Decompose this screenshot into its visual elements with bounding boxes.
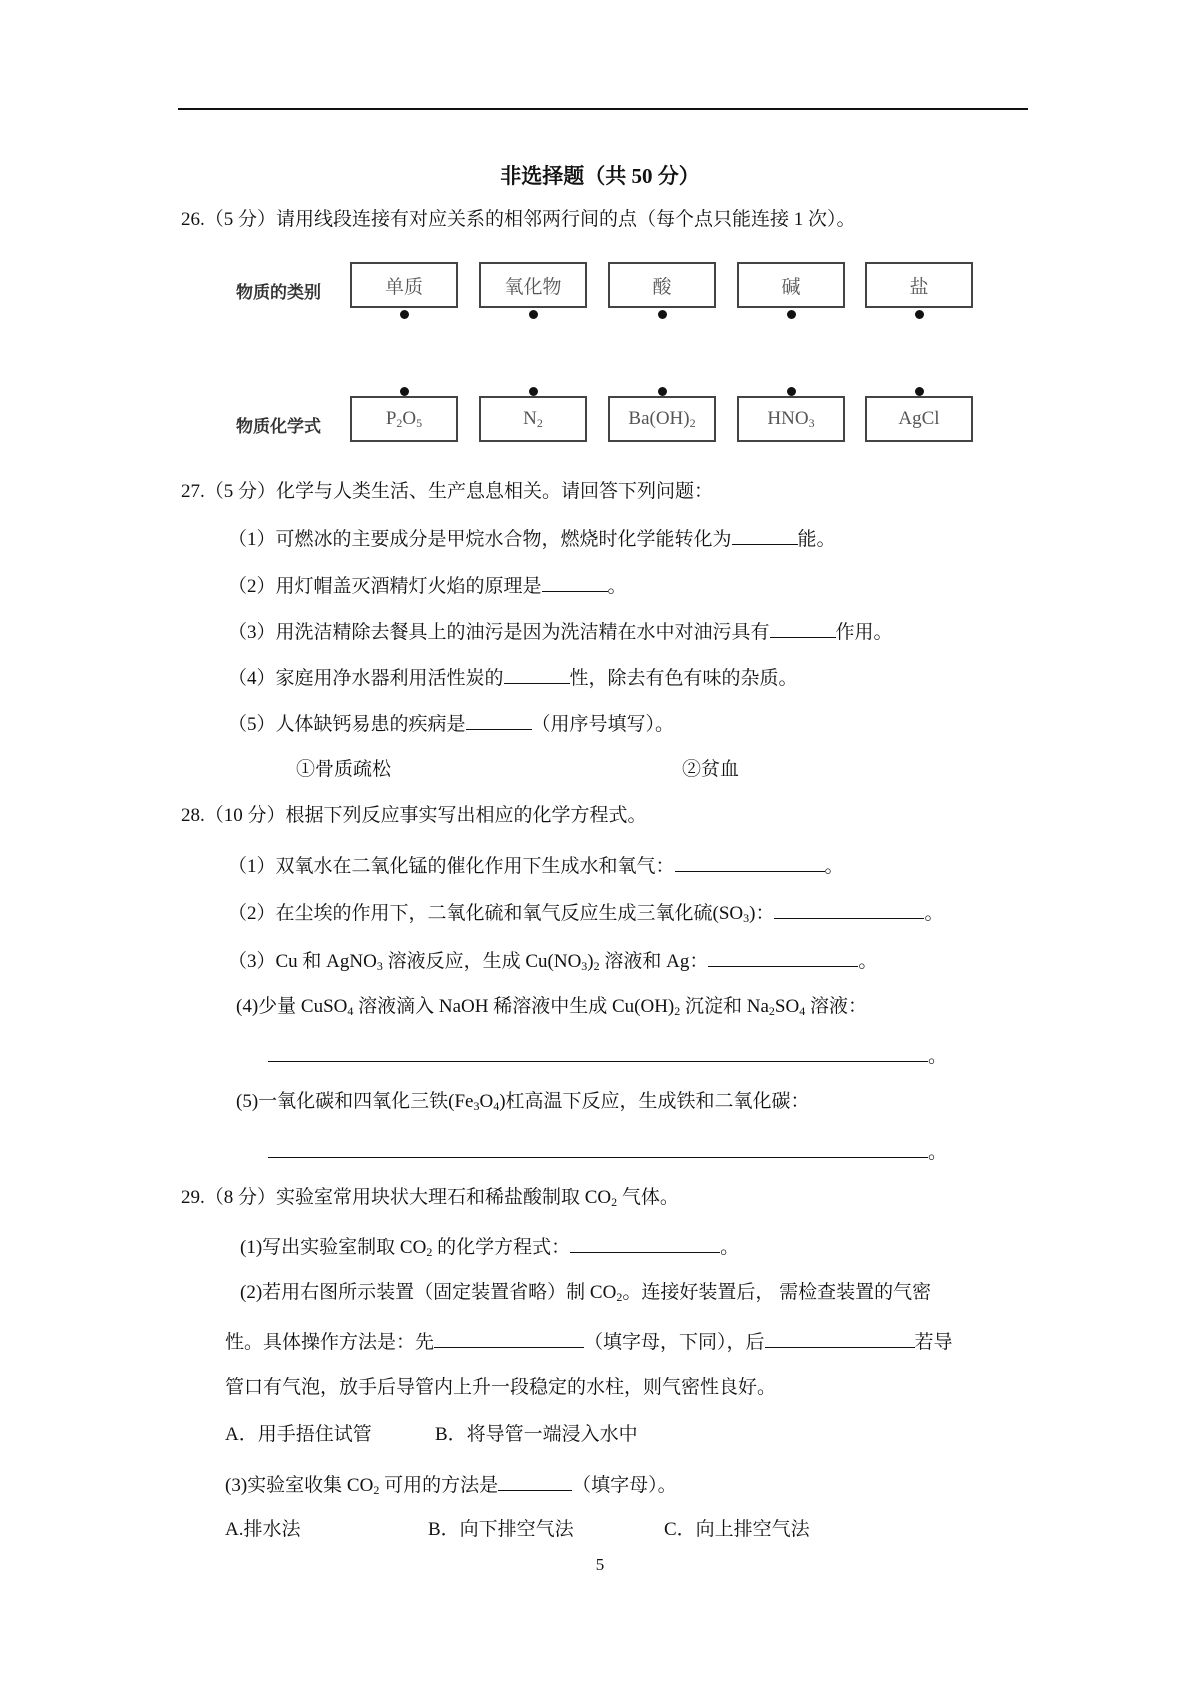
- category-box: [737, 262, 845, 308]
- q28-part-5: (5)一氧化碳和四氧化三铁$(Fe_3O_4)$杠高温下反应，生成铁和二氧化碳：: [236, 1091, 810, 1113]
- connect-point[interactable]: [658, 387, 667, 396]
- formula-label: $N_2$: [523, 408, 543, 430]
- answer-blank[interactable]: [466, 712, 532, 730]
- formula-label: $HNO_3$: [767, 408, 815, 430]
- formula-label: $P_2O_5$: [385, 408, 423, 430]
- q29-option-b: B．将导管一端浸入水中: [435, 1424, 638, 1445]
- answer-blank[interactable]: [675, 854, 825, 872]
- category-box: [608, 262, 716, 308]
- q27-part-3: （3）用洗洁精除去餐具上的油污是因为洗洁精在水中对油污具有 作用。: [228, 622, 893, 643]
- category-label: 单质: [384, 276, 423, 298]
- connect-point[interactable]: [915, 310, 924, 319]
- category-label: 氧化物: [504, 276, 562, 298]
- q29-part-2: (2)若用右图所示装置（固定装置省略）制 $CO_2$。连接好装置后， 需检查装置的气密: [240, 1282, 932, 1304]
- answer-blank[interactable]: [542, 574, 608, 592]
- connect-point[interactable]: [400, 387, 409, 396]
- category-label: 碱: [781, 276, 801, 298]
- q29-method-b: B．向下排空气法: [428, 1519, 574, 1540]
- q28-part-1: （1）双氧水在二氧化锰的催化作用下生成水和氧气： 。: [228, 856, 844, 877]
- answer-blank[interactable]: [434, 1330, 584, 1348]
- q27-part-2: （2）用灯帽盖灭酒精灯火焰的原理是 。: [228, 576, 627, 597]
- category-box: [865, 262, 973, 308]
- connect-point[interactable]: [529, 387, 538, 396]
- row-label-formula: 物质化学式: [236, 417, 321, 437]
- formula-box: [479, 396, 587, 442]
- q27-part-1: （1）可燃冰的主要成分是甲烷水合物，燃烧时化学能转化为 能。: [228, 529, 836, 550]
- q29-method-a: A.排水法: [225, 1519, 301, 1540]
- connect-point[interactable]: [787, 310, 796, 319]
- formula-box: [350, 396, 458, 442]
- q28-part-5-answer: 。: [268, 1140, 947, 1162]
- q29-part-2-line2: 性。具体操作方法是：先 （填字母，下同），后 若导: [225, 1332, 953, 1353]
- q28-part-4-answer: 。: [268, 1044, 947, 1066]
- answer-blank[interactable]: [765, 1330, 915, 1348]
- answer-blank[interactable]: [770, 620, 836, 638]
- answer-blank[interactable]: [774, 901, 924, 919]
- q29-part-1: (1)写出实验室制取 $CO_2$ 的化学方程式： 。: [240, 1237, 740, 1259]
- formula-label: $Ba(OH)_2$: [628, 408, 696, 430]
- q26-stem: 26.（5 分）请用线段连接有对应关系的相邻两行间的点（每个点只能连接 1 次）。: [181, 209, 856, 230]
- answer-blank[interactable]: [732, 527, 798, 545]
- answer-blank[interactable]: [268, 1044, 928, 1062]
- q27-option-1: ①骨质疏松: [296, 759, 392, 780]
- answer-blank[interactable]: [708, 949, 858, 967]
- formula-box: [608, 396, 716, 442]
- q29-part-2-line3: 管口有气泡，放手后导管内上升一段稳定的水柱，则气密性良好。: [225, 1377, 777, 1398]
- header-rule: [178, 108, 1028, 110]
- answer-blank[interactable]: [504, 666, 570, 684]
- connect-point[interactable]: [787, 387, 796, 396]
- q27-part-4: （4）家庭用净水器利用活性炭的 性，除去有色有味的杂质。: [228, 668, 798, 689]
- category-box: [350, 262, 458, 308]
- q29-stem: 29.（8 分）实验室常用块状大理石和稀盐酸制取 $CO_2$ 气体。: [181, 1187, 679, 1209]
- q29-option-a: A．用手捂住试管: [225, 1424, 372, 1445]
- category-label: 酸: [652, 276, 672, 298]
- q29-method-c: C．向上排空气法: [664, 1519, 810, 1540]
- section-title: 非选择题（共 50 分）: [500, 164, 700, 188]
- connect-point[interactable]: [658, 310, 667, 319]
- connect-point[interactable]: [915, 387, 924, 396]
- connect-point[interactable]: [400, 310, 409, 319]
- category-box: [479, 262, 587, 308]
- q29-part-3: (3)实验室收集 $CO_2$ 可用的方法是 （填字母）。: [225, 1475, 677, 1497]
- answer-blank[interactable]: [570, 1235, 720, 1253]
- q28-part-4: (4)少量 CuSO$_4$ 溶液滴入 NaOH 稀溶液中生成 $Cu(OH)_2$ 沉淀和 $Na_2SO_4$ 溶液：: [236, 996, 867, 1018]
- q27-stem: 27.（5 分）化学与人类生活、生产息息相关。请回答下列问题：: [181, 481, 714, 502]
- row-label-category: 物质的类别: [236, 283, 321, 303]
- answer-blank[interactable]: [498, 1473, 572, 1491]
- formula-box: [737, 396, 845, 442]
- page-number: 5: [595, 1555, 605, 1574]
- answer-blank[interactable]: [268, 1140, 928, 1158]
- category-label: 盐: [909, 276, 929, 298]
- q28-part-2: （2）在尘埃的作用下，二氧化硫和氧气反应生成三氧化硫$(SO_3)$： 。: [228, 903, 944, 925]
- connect-point[interactable]: [529, 310, 538, 319]
- q27-option-2: ②贫血: [682, 759, 740, 780]
- q27-part-5: （5）人体缺钙易患的疾病是 （用序号填写）。: [228, 714, 675, 735]
- formula-label: AgCl: [898, 408, 940, 429]
- q28-stem: 28.（10 分）根据下列反应事实写出相应的化学方程式。: [181, 805, 647, 826]
- q28-part-3: （3）Cu 和 AgNO$_3$ 溶液反应，生成 $Cu(NO_3)_2$ 溶液和 Ag： 。: [228, 951, 878, 973]
- formula-box: [865, 396, 973, 442]
